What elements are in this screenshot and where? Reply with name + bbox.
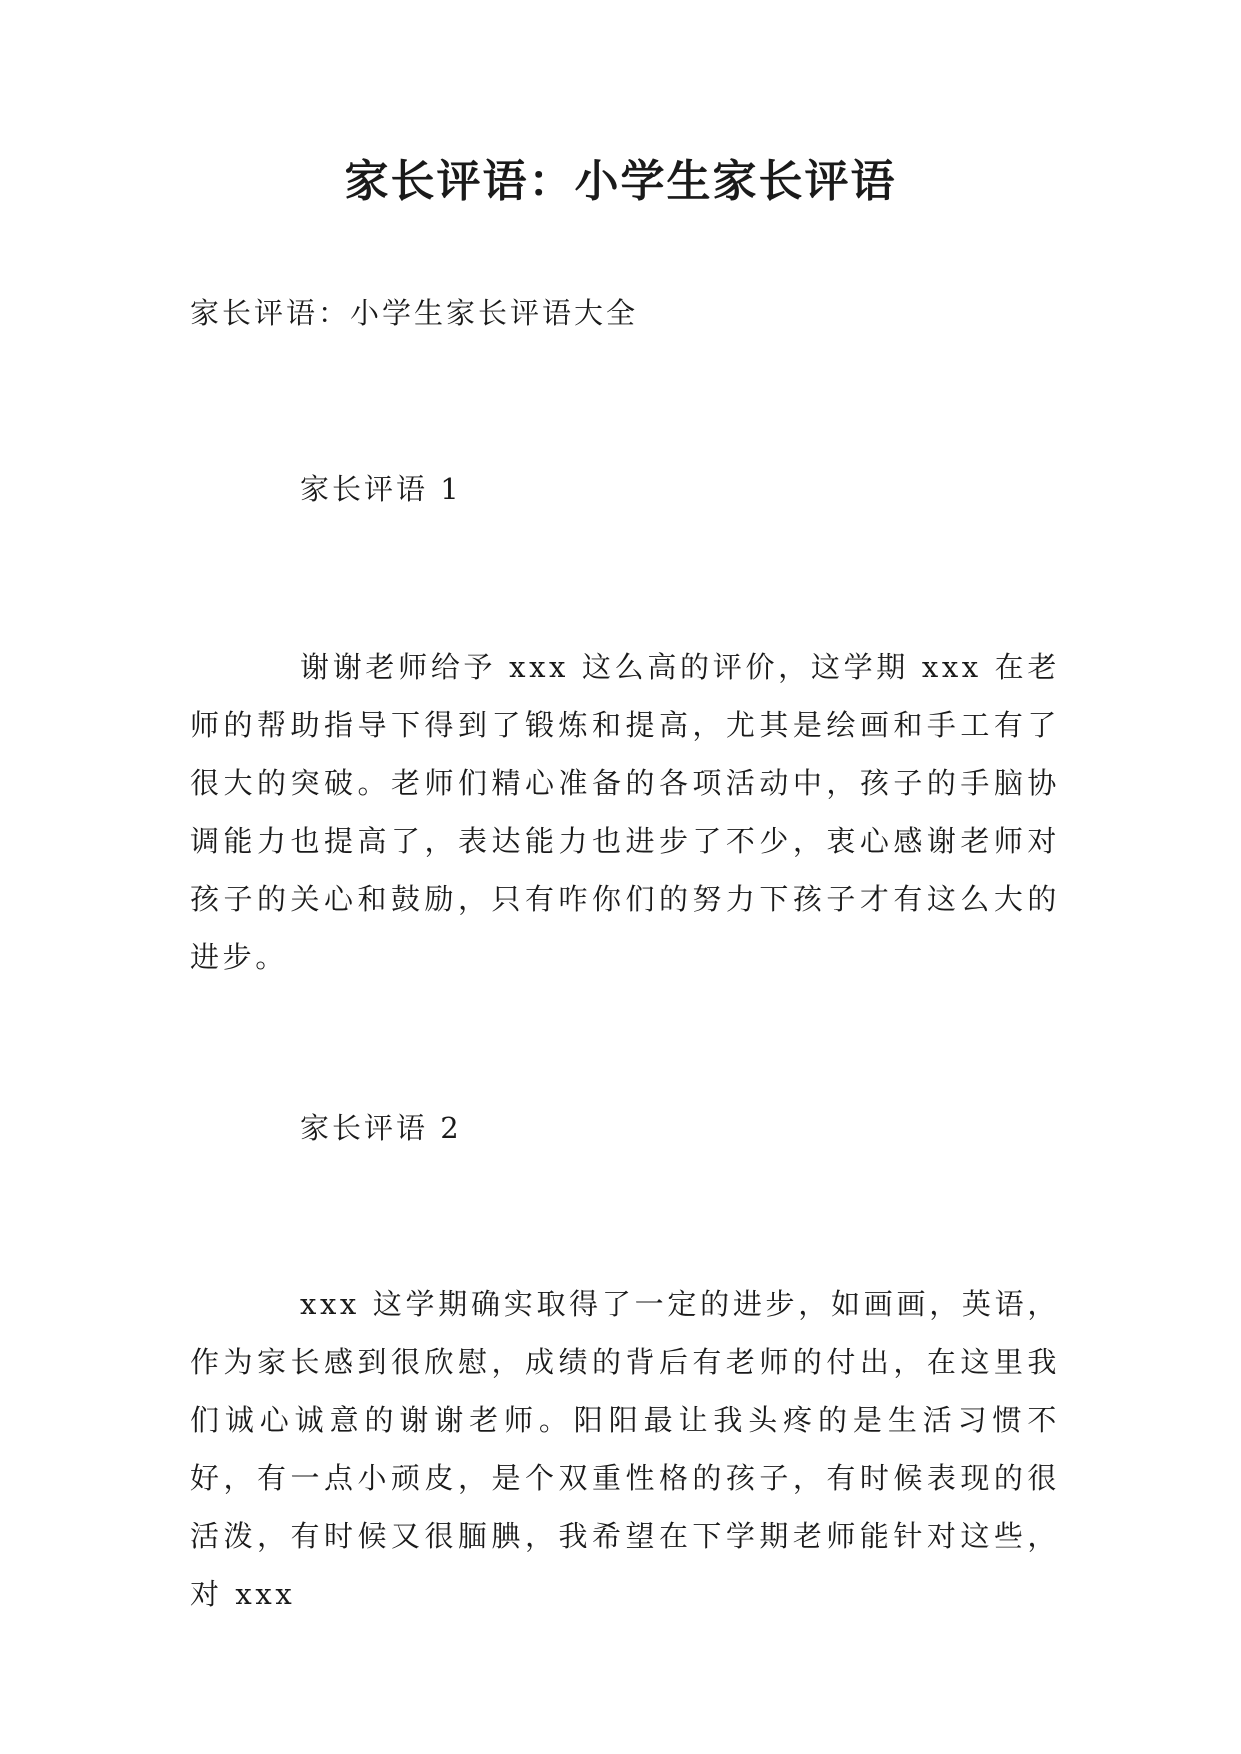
- section-heading-2: 家长评语 2: [300, 1111, 462, 1145]
- document-title: 家长评语：小学生家长评语: [344, 156, 897, 207]
- section-paragraph-2: xxx 这学期确实取得了一定的进步，如画画，英语，作为家长感到很欣慰，成绩的背后有老师的付出，在这里我们诚心诚意的谢谢老师。阳阳最让我头疼的是生活习惯不好，有一点小顽皮，是个双重性格的孩子，有时候表现的很活泼，有时候又很腼腆，我希望在下学期老师能针对这些，对 xxx: [190, 1287, 1060, 1611]
- section-paragraph-1: 谢谢老师给予 xxx 这么高的评价，这学期 xxx 在老师的帮助指导下得到了锻炼和提高，尤其是绘画和手工有了很大的突破。老师们精心准备的各项活动中，孩子的手脑协调能力也提高了，表达能力也进步了不少，衷心感谢老师对孩子的关心和鼓励，只有咋你们的努力下孩子才有这么大的进步。: [190, 650, 1060, 974]
- section-heading-1: 家长评语 1: [300, 472, 462, 506]
- document-subtitle: 家长评语：小学生家长评语大全: [190, 296, 639, 330]
